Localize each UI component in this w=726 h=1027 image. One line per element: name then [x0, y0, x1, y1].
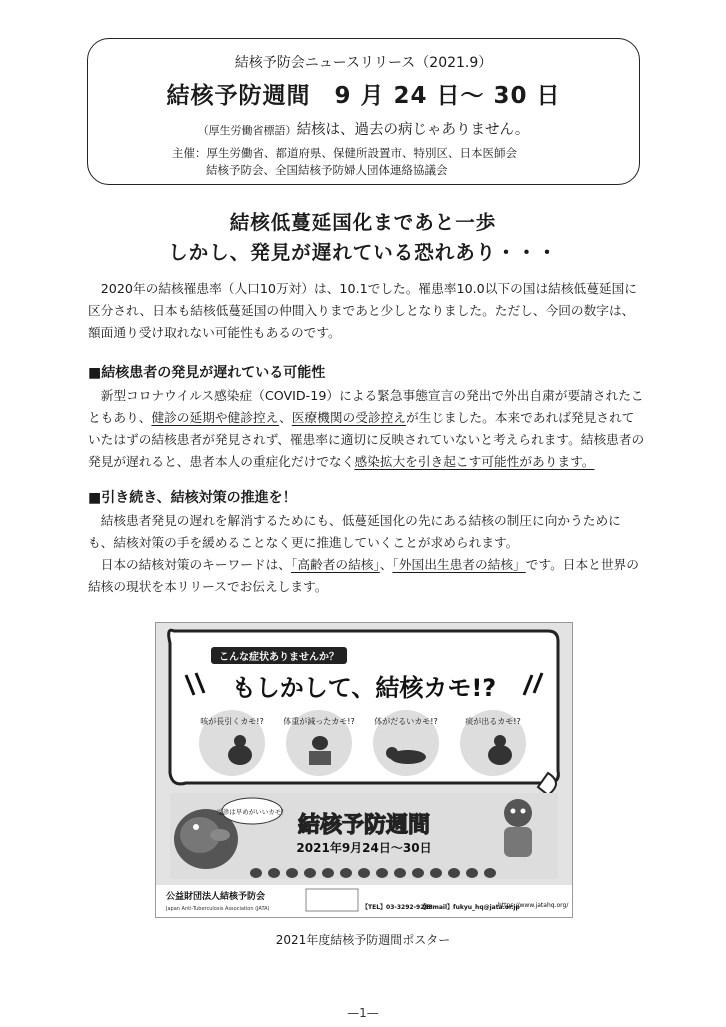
section1-title: ■結核患者の発見が遅れている可能性	[88, 365, 326, 381]
section2-underline-2: 「外国出生患者の結核」	[392, 557, 526, 572]
headline-line-2: しかし、発見が遅れている恐れあり・・・	[168, 241, 558, 264]
slogan-text: 結核は、過去の病じゃありません。	[296, 122, 530, 138]
section1-text-3: が生じました。本来であれば発見されていたはずの結核患者が発見されず、罹患率に適切に反映されていないと考えられます。結核患者の発見が遅れると、患者本人の重症化だけでなく	[88, 410, 645, 469]
page-number: —1—	[347, 1006, 379, 1020]
section2-paragraph	[88, 510, 645, 598]
intro-paragraph	[88, 278, 645, 344]
poster-caption: 2021年度結核予防週間ポスター	[275, 933, 451, 947]
poster-symptom-3: 体がだるいカモ!?	[374, 717, 438, 726]
organizers-line-1: 主催：厚生労働省、都道府県、保健所設置市、特別区、日本医師会	[172, 146, 517, 160]
poster-dates: 2021年9月24日～30日	[296, 841, 432, 855]
poster-artwork	[156, 623, 572, 917]
section1-underline-3: 感染拡大を引き起こす可能性があります。	[354, 454, 595, 469]
poster-org-name-en: Japan Anti-Tuberculosis Association (JATA)	[166, 906, 270, 912]
section2-text-4: です。日本と世界の結核の現状を本リリースでお伝えします。	[88, 557, 639, 594]
section1-underline-2: 医療機関の受診控え	[291, 410, 406, 425]
poster-symptom-1: 咳が長引くカモ!?	[200, 717, 264, 726]
section1-text-1: 新型コロナウイルス感染症（COVID-19）による緊急事態宣言の発出で外出自粛が要請されたこともあり、	[88, 388, 644, 425]
headline	[0, 208, 726, 268]
poster-url: https://www.jatahq.org/	[498, 902, 569, 909]
section2-title: ■引き続き、結核対策の推進を！	[88, 490, 297, 506]
poster-org-name: 公益財団法人結核予防会	[166, 892, 266, 902]
section1-text-2: 、	[279, 410, 292, 425]
organizers	[172, 145, 517, 179]
week-title: 結核予防週間 9 月 24 日～ 30 日	[166, 83, 561, 109]
slogan-prefix: （厚生労働省標語）	[197, 124, 297, 137]
poster-email: 【E-mail】fukyu_hq@jata.or.jp	[420, 904, 520, 911]
section2-text-2: 日本の結核対策のキーワードは、	[100, 557, 291, 572]
headline-line-1: 結核低蔓延国化まであと一歩	[229, 211, 497, 234]
mascot-illustration	[504, 799, 532, 857]
poster-tel: 【TEL】03-3292-9288	[362, 904, 433, 911]
section2-underline-1: 「高齢者の結核」	[291, 557, 380, 572]
section1-paragraph	[88, 385, 645, 473]
poster-question-badge: こんな症状ありませんか？	[219, 652, 339, 663]
poster-image	[155, 622, 573, 918]
poster-bubble: 受診は早めがいいカモ！	[216, 808, 288, 816]
slogan	[87, 118, 640, 139]
poster-main-title: もしかして、結核カモ!?	[231, 674, 497, 702]
section1-underline-1: 健診の延期や健診控え	[151, 410, 280, 425]
poster-symptom-2: 体重が減ったカモ!?	[283, 717, 355, 726]
release-line: 結核予防会ニュースリリース（2021.9）	[234, 55, 493, 71]
section2-text-1: 結核患者発見の遅れを解消するためにも、低蔓延国化の先にある結核の制圧に向かうためにも、結核対策の手を緩めることなく更に推進していくことが求められます。	[88, 513, 621, 550]
intro-text: 2020年の結核罹患率（人口10万対）は、10.1でした。罹患率10.0以下の国は結核低蔓延国に区分され、日本も結核低蔓延国の仲間入りまであと少しとなりました。ただし、今回の数字は、額面通り受け取れない可能性もあるのです。	[88, 281, 637, 340]
section2-text-3: 、	[379, 557, 393, 572]
poster-symptom-4: 痰が出るカモ!?	[465, 717, 521, 726]
organizers-line-2: 結核予防会、全国結核予防婦人団体連絡協議会	[206, 163, 448, 177]
poster-week-title: 結核予防週間	[297, 813, 431, 838]
